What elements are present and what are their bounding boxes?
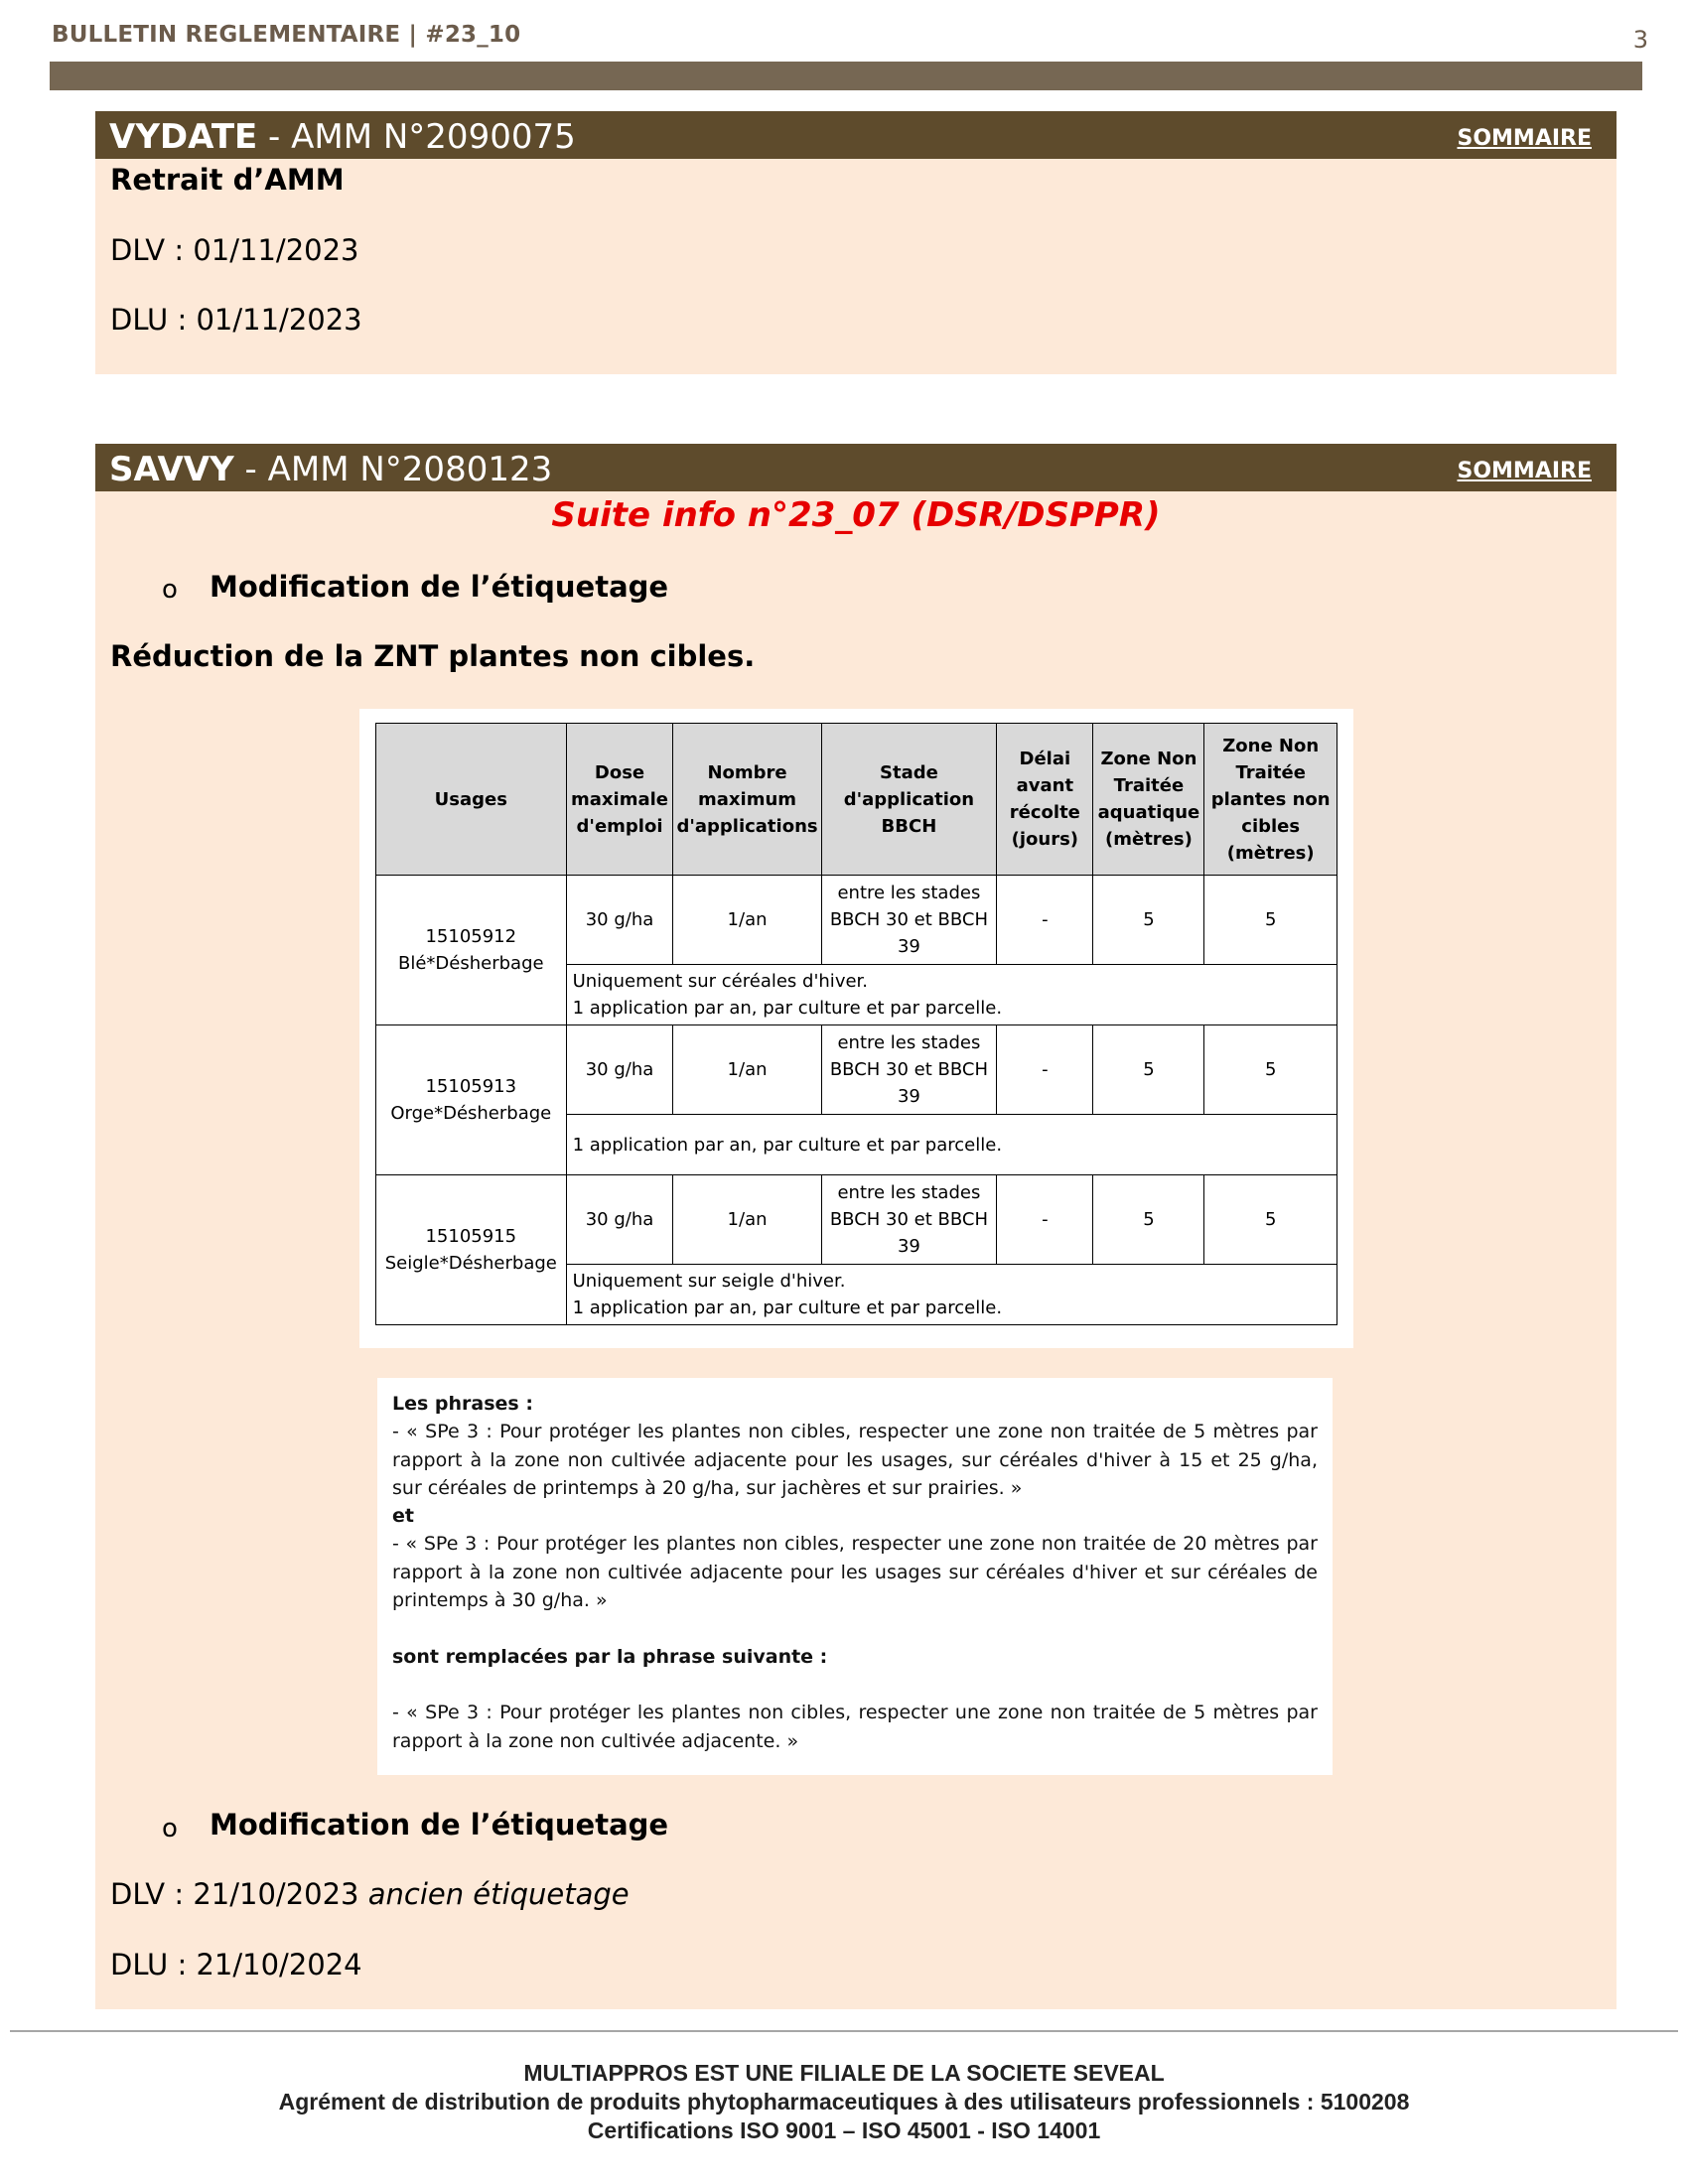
col-header-zna: Zone Non Traitée aquatique (mètres) [1093, 724, 1204, 876]
vydate-section [95, 111, 1617, 374]
zna-cell: 5 [1093, 1175, 1204, 1265]
spacer [392, 1614, 1318, 1642]
running-title: BULLETIN REGLEMENTAIRE | #23_10 [52, 22, 521, 48]
footer-line-2: Agrément de distribution de produits phytopharmaceutiques à des utilisateurs professionnels : 5100208 [278, 2089, 1410, 2115]
delai-cell: - [997, 1025, 1093, 1115]
nombre-cell: 1/an [673, 1025, 821, 1115]
col-header-dose: Dose maximale d'emploi [566, 724, 673, 876]
delai-cell: - [997, 876, 1093, 965]
col-header-usages: Usages [376, 724, 567, 876]
modification-heading-2: Modification de l’étiquetage [210, 1808, 669, 1842]
table-row [376, 876, 1337, 965]
phrase-old-1: - « SPe 3 : Pour protéger les plantes non cibles, respecter une zone non traitée de 5 mètres par rapport à la zone non cultivée adjacente pour les usages, sur céréales d'hiver à 15 et 25 g/ha, sur céréales de printemps à 20 g/ha, sur jachères et sur prairies. » [392, 1421, 1318, 1499]
phrases-heading: Les phrases : [392, 1393, 533, 1415]
table-row [376, 1175, 1337, 1265]
vydate-retrait: Retrait d’AMM [110, 163, 345, 197]
zna-cell: 5 [1093, 1025, 1204, 1115]
footer-line-1: MULTIAPPROS EST UNE FILIALE DE LA SOCIETE SEVEAL [523, 2060, 1165, 2086]
phrase-replaced-label: sont remplacées par la phrase suivante : [392, 1645, 828, 1668]
note-cell: 1 application par an, par culture et par parcelle. [566, 1115, 1336, 1175]
table-header-row [376, 724, 1337, 876]
nombre-cell: 1/an [673, 1175, 821, 1265]
note-cell: Uniquement sur céréales d'hiver. 1 application par an, par culture et par parcelle. [566, 965, 1336, 1025]
stade-cell: entre les stades BBCH 30 et BBCH 39 [821, 1025, 997, 1115]
vydate-title: VYDATE - AMM N°2090075 [109, 117, 576, 157]
col-header-znp: Zone Non Traitée plantes non cibles (mètres) [1204, 724, 1337, 876]
vydate-dlu: DLU : 01/11/2023 [110, 303, 362, 337]
modification-heading-1: Modification de l’étiquetage [210, 570, 669, 604]
col-header-nombre: Nombre maximum d'applications [673, 724, 821, 876]
stade-cell: entre les stades BBCH 30 et BBCH 39 [821, 876, 997, 965]
usage-table-panel [359, 709, 1353, 1348]
vydate-section-header [95, 111, 1617, 159]
savvy-dlv: DLV : 21/10/2023 ancien étiquetage [110, 1877, 630, 1911]
reduction-znt-heading: Réduction de la ZNT plantes non cibles. [110, 639, 756, 673]
header-bar [50, 62, 1642, 90]
usage-table [375, 723, 1337, 1325]
zna-cell: 5 [1093, 876, 1204, 965]
phrase-new: - « SPe 3 : Pour protéger les plantes non cibles, respecter une zone non traitée de 5 mètres par rapport à la zone non cultivée adjacente. » [392, 1702, 1318, 1752]
note-cell: Uniquement sur seigle d'hiver. 1 application par an, par culture et par parcelle. [566, 1265, 1336, 1325]
spacer [392, 1671, 1318, 1699]
phrase-et: et [392, 1505, 414, 1528]
dose-cell: 30 g/ha [566, 1175, 673, 1265]
savvy-section [95, 444, 1617, 2009]
savvy-title: SAVVY - AMM N°2080123 [109, 450, 553, 489]
delai-cell: - [997, 1175, 1093, 1265]
vydate-sommaire-link[interactable]: SOMMAIRE [1457, 126, 1592, 151]
dose-cell: 30 g/ha [566, 876, 673, 965]
col-header-stade: Stade d'application BBCH [821, 724, 997, 876]
usage-cell: 15105915 Seigle*Désherbage [376, 1175, 567, 1325]
usage-cell: 15105912 Blé*Désherbage [376, 876, 567, 1025]
footer-divider [10, 2030, 1678, 2032]
bullet-marker: o [162, 575, 178, 605]
table-row [376, 1025, 1337, 1115]
vydate-dlv: DLV : 01/11/2023 [110, 233, 359, 267]
page-number: 3 [1632, 26, 1648, 54]
dlv-note: ancien étiquetage [367, 1877, 630, 1911]
phrases-panel [377, 1378, 1333, 1775]
phrase-old-2: - « SPe 3 : Pour protéger les plantes non cibles, respecter une zone non traitée de 20 mètres par rapport à la zone non cultivée adjacente pour les usages sur céréales d'hiver et sur céréales de printemps à 30 g/ha. » [392, 1533, 1318, 1612]
nombre-cell: 1/an [673, 876, 821, 965]
bullet-marker: o [162, 1814, 178, 1843]
znp-cell: 5 [1204, 876, 1337, 965]
savvy-section-header [95, 444, 1617, 491]
savvy-dlu: DLU : 21/10/2024 [110, 1948, 362, 1981]
dose-cell: 30 g/ha [566, 1025, 673, 1115]
stade-cell: entre les stades BBCH 30 et BBCH 39 [821, 1175, 997, 1265]
znp-cell: 5 [1204, 1175, 1337, 1265]
znp-cell: 5 [1204, 1025, 1337, 1115]
suite-info-title: Suite info n°23_07 (DSR/DSPPR) [551, 495, 1161, 535]
col-header-delai: Délai avant récolte (jours) [997, 724, 1093, 876]
usage-cell: 15105913 Orge*Désherbage [376, 1025, 567, 1175]
footer-line-3: Certifications ISO 9001 – ISO 45001 - ISO 14001 [587, 2117, 1101, 2143]
savvy-sommaire-link[interactable]: SOMMAIRE [1457, 459, 1592, 483]
